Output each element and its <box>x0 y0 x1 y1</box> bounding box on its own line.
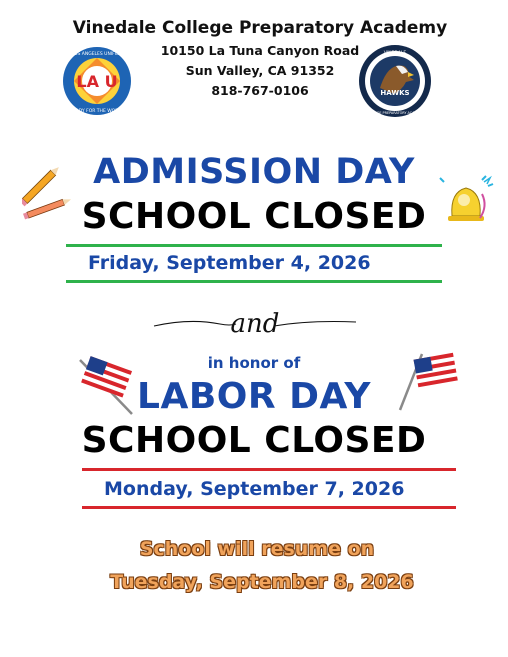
resume-line-2: Tuesday, September 8, 2026 <box>110 571 414 593</box>
address-line-1: 10150 La Tuna Canyon Road <box>160 43 360 58</box>
admission-rule-top <box>66 244 442 247</box>
labor-rule-top <box>82 468 456 471</box>
lausd-top-text: LOS ANGELES UNIFIED <box>71 52 123 57</box>
lausd-bottom-text: READY FOR THE WORLD <box>69 109 125 114</box>
hawks-bottom-text: COLLEGE PREPARATORY ACADEMY <box>365 111 425 115</box>
phone-number: 818-767-0106 <box>211 83 309 98</box>
admission-date: Friday, September 4, 2026 <box>88 252 371 274</box>
labor-school-closed: SCHOOL CLOSED <box>81 420 427 461</box>
labor-date: Monday, September 7, 2026 <box>104 478 405 500</box>
hawks-text: HAWKS <box>380 89 410 97</box>
admission-rule-bottom <box>66 280 442 283</box>
resume-line-1: School will resume on <box>139 538 375 560</box>
and-flourish <box>150 300 360 340</box>
hawks-logo <box>358 44 432 118</box>
lausd-logo <box>62 46 132 116</box>
admission-day-title: ADMISSION DAY <box>93 152 415 192</box>
and-text: and <box>230 309 280 339</box>
admission-school-closed: SCHOOL CLOSED <box>81 196 427 237</box>
labor-day-title: LABOR DAY <box>137 376 371 417</box>
hawks-top-text: VINEDALE <box>383 51 407 56</box>
address-line-2: Sun Valley, CA 91352 <box>185 63 335 78</box>
labor-rule-bottom <box>82 506 456 509</box>
school-name: Vinedale College Preparatory Academy <box>72 18 448 38</box>
lausd-initials: LA U <box>76 72 118 91</box>
in-honor-of: in honor of <box>207 354 301 372</box>
